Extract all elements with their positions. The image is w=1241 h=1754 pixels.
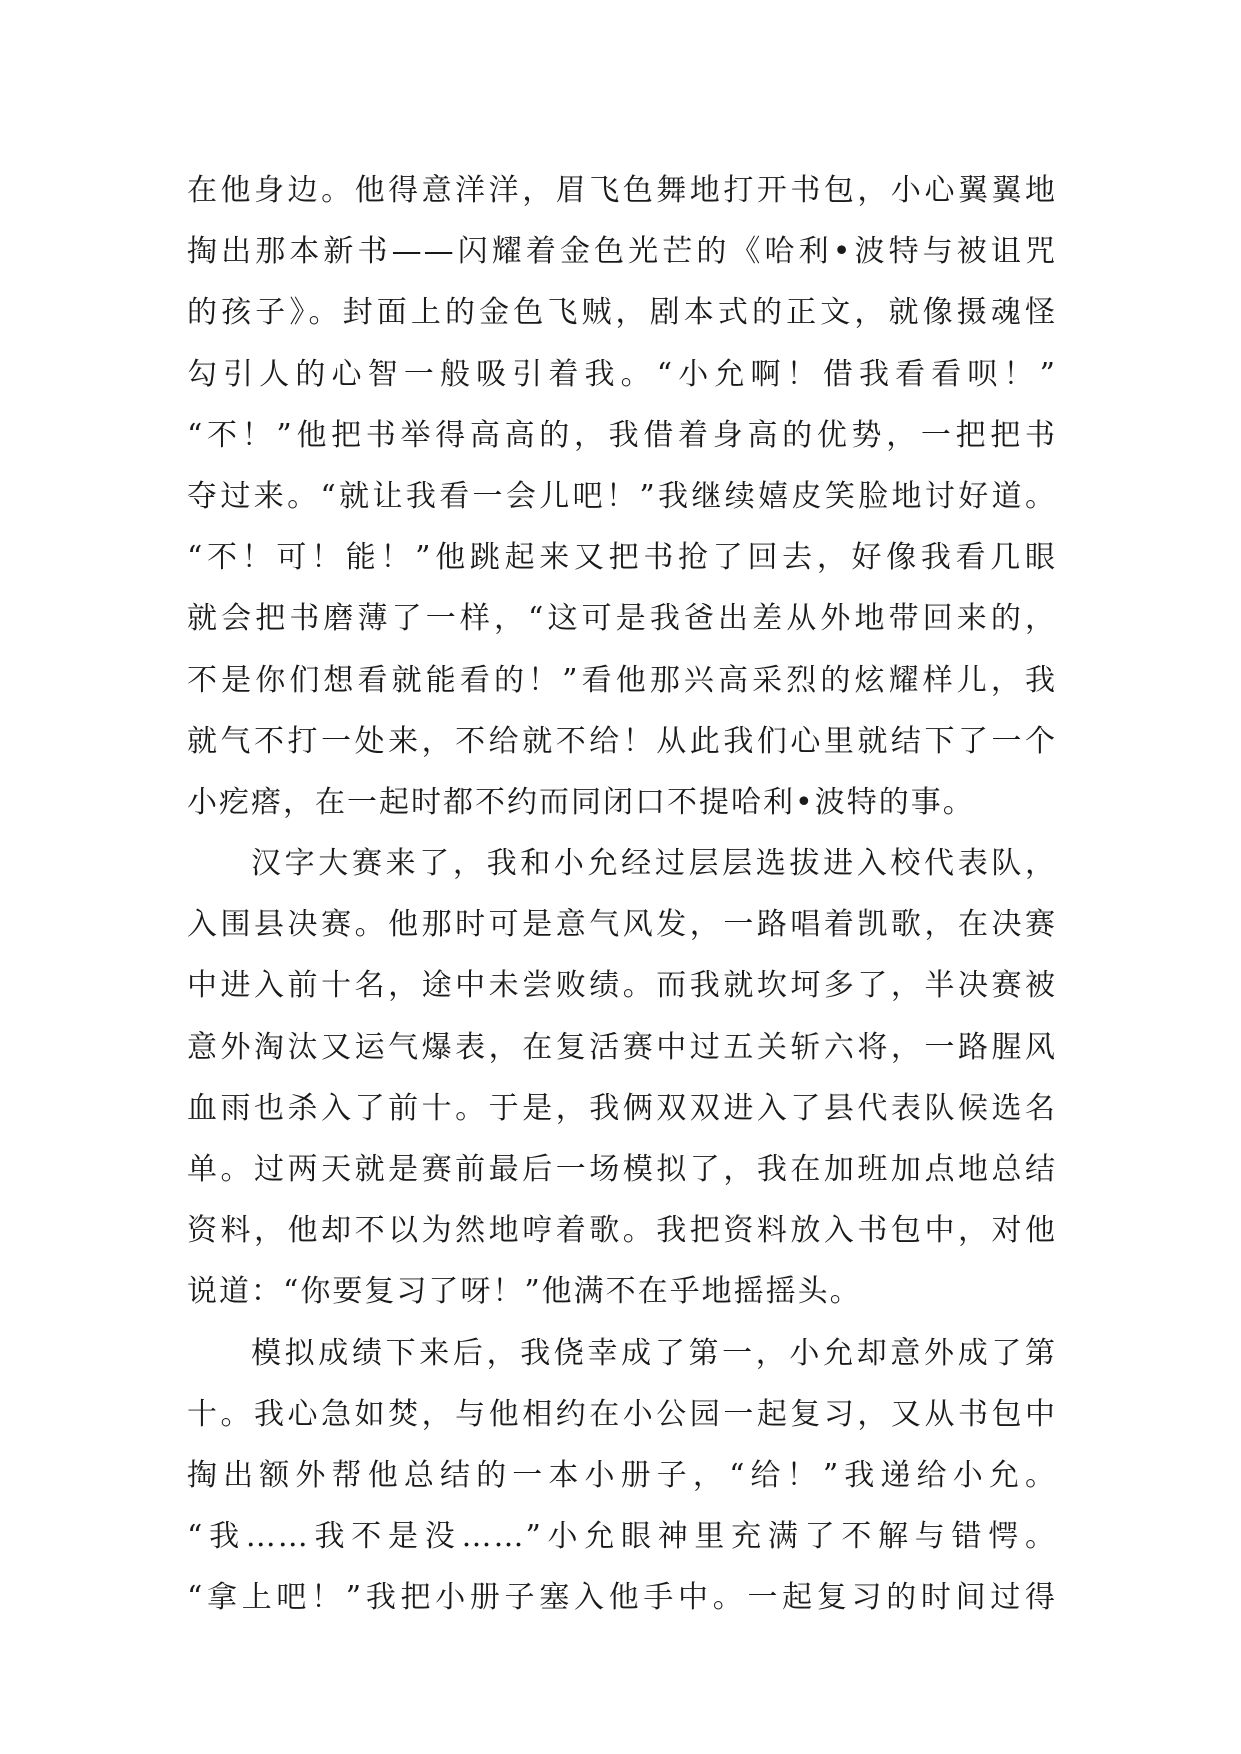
- text-line: 夺过来。“就让我看一会儿吧！”我继续嬉皮笑脸地讨好道。: [187, 478, 1057, 514]
- text-line: 入围县决赛。他那时可是意气风发，一路唱着凯歌，在决赛: [187, 907, 1057, 943]
- text-line: 十。我心急如焚，与他相约在小公园一起复习，又从书包中: [187, 1396, 1057, 1432]
- text-line: “不！”他把书举得高高的，我借着身高的优势，一把把书: [187, 417, 1057, 453]
- text-line: 就会把书磨薄了一样，“这可是我爸出差从外地带回来的，: [187, 601, 1057, 637]
- text-line: 中进入前十名，途中未尝败绩。而我就坎坷多了，半决赛被: [187, 968, 1057, 1004]
- text-line: “拿上吧！”我把小册子塞入他手中。一起复习的时间过得: [187, 1580, 1057, 1616]
- text-line: 资料，他却不以为然地哼着歌。我把资料放入书包中，对他: [187, 1213, 1057, 1249]
- text-line: 汉字大赛来了，我和小允经过层层选拔进入校代表队，: [251, 846, 1057, 882]
- body-text: [187, 160, 1057, 1629]
- text-line: 说道：“你要复习了呀！”他满不在乎地摇摇头。: [187, 1274, 862, 1310]
- text-line: 在他身边。他得意洋洋，眉飞色舞地打开书包，小心翼翼地: [187, 173, 1057, 208]
- text-line: 勾引人的心智一般吸引着我。“小允啊！借我看看呗！”: [187, 356, 1057, 392]
- text-line: 就气不打一处来，不给就不给！从此我们心里就结下了一个: [187, 723, 1057, 759]
- text-line: “我……我不是没……”小允眼神里充满了不解与错愕。: [187, 1519, 1057, 1555]
- text-line: 的孩子》。封面上的金色飞贼，剧本式的正文，就像摄魂怪: [187, 295, 1057, 331]
- text-line: 血雨也杀入了前十。于是，我俩双双进入了县代表队候选名: [187, 1090, 1057, 1126]
- text-line: 掏出那本新书——闪耀着金色光芒的《哈利•波特与被诅咒: [187, 234, 1057, 270]
- text-line: 单。过两天就是赛前最后一场模拟了，我在加班加点地总结: [187, 1152, 1057, 1187]
- text-line: “不！可！能！”他跳起来又把书抢了回去，好像我看几眼: [187, 540, 1057, 576]
- text-line: 掏出额外帮他总结的一本小册子，“给！”我递给小允。: [187, 1457, 1057, 1493]
- text-line: 小疙瘩，在一起时都不约而同闭口不提哈利•波特的事。: [187, 784, 975, 820]
- text-line: 不是你们想看就能看的！”看他那兴高采烈的炫耀样儿，我: [187, 662, 1057, 698]
- text-line: 意外淘汰又运气爆表，在复活赛中过五关斩六将，一路腥风: [187, 1029, 1057, 1065]
- text-line: 模拟成绩下来后，我侥幸成了第一，小允却意外成了第: [251, 1335, 1057, 1371]
